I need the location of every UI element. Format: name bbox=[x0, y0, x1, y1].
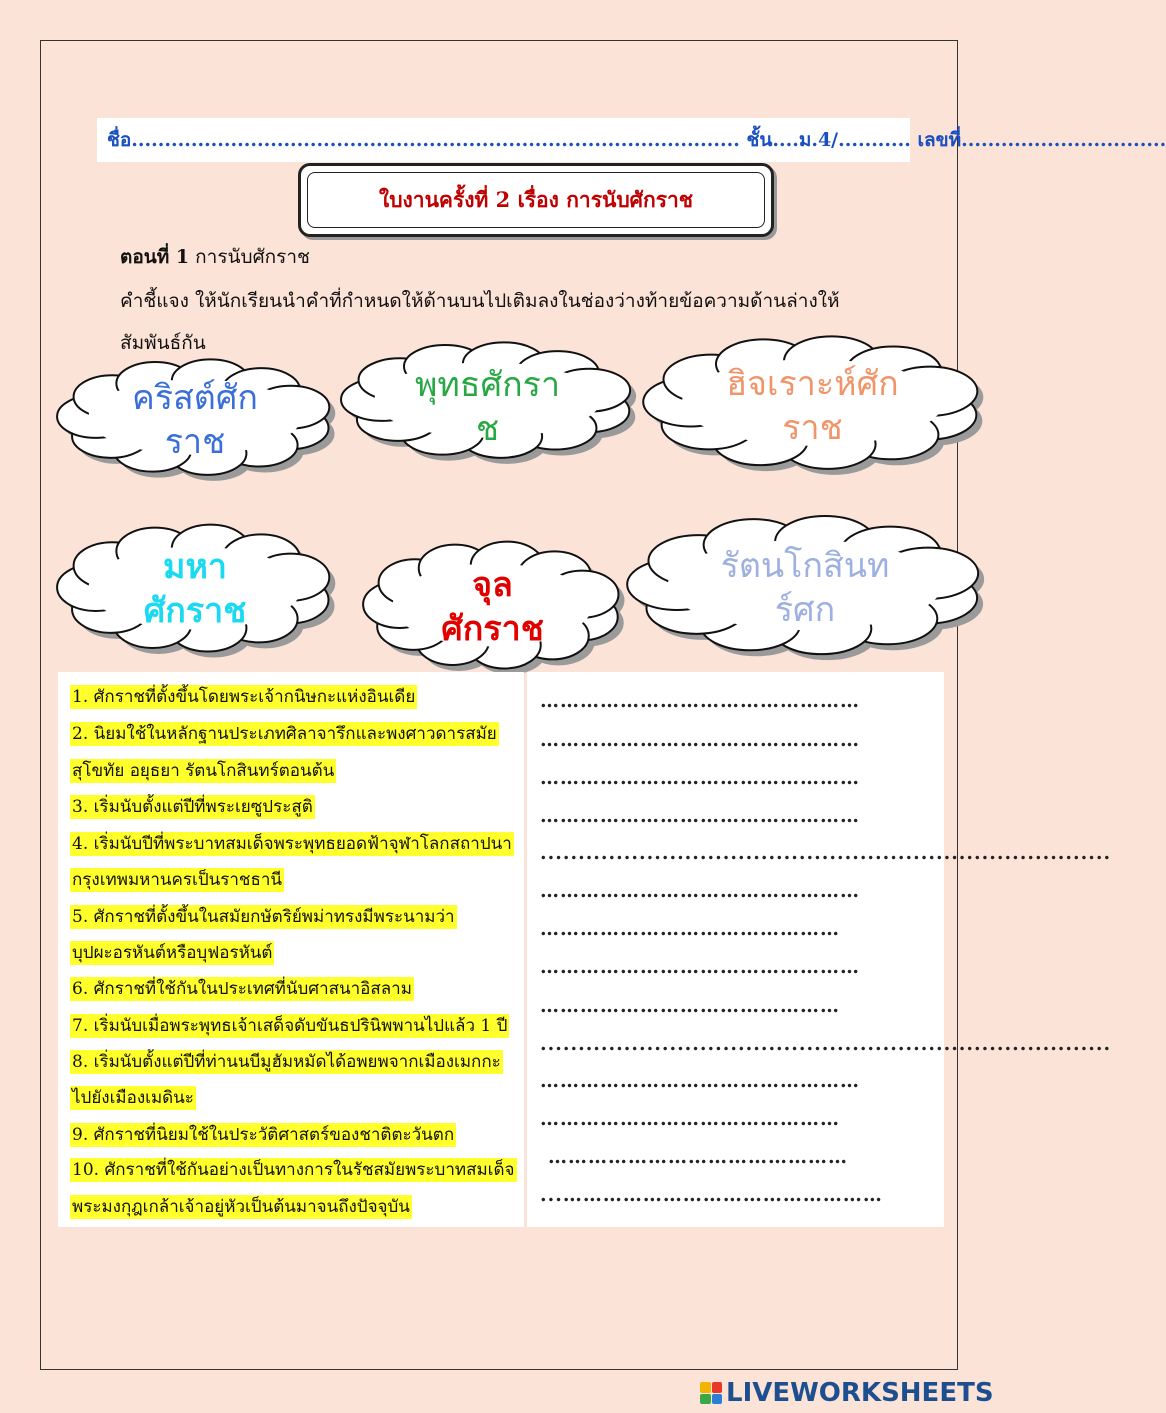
question-text: พระมงกุฎเกล้าเจ้าอยู่หัวเป็นต้นมาจนถึงปัจจุบัน bbox=[72, 1197, 410, 1217]
cloud-label: คริสต์ศัก ราช bbox=[131, 378, 258, 462]
question-line bbox=[70, 683, 417, 710]
question-text: 4. เริ่มนับปีที่พระบาทสมเด็จพระพุทธยอดฟ้าจุฬาโลกสถาปนา bbox=[72, 834, 512, 854]
section-heading bbox=[120, 242, 310, 272]
cloud-rattanakosin-era[interactable] bbox=[635, 510, 975, 660]
liveworksheets-brand bbox=[700, 1378, 994, 1408]
question-text: 2. นิยมใช้ในหลักฐานประเภทศิลาจารึกและพงศาวดารสมัย bbox=[72, 724, 497, 744]
question-line bbox=[70, 720, 499, 747]
question-line bbox=[70, 1012, 509, 1039]
answer-blank[interactable]: ………………………………………… bbox=[540, 880, 860, 902]
answer-blank[interactable]: ……………………………………… bbox=[548, 1146, 848, 1168]
cloud-hijri-era[interactable] bbox=[650, 330, 975, 475]
logo-square bbox=[700, 1394, 711, 1405]
question-line bbox=[70, 830, 514, 857]
cloud-label: จุล ศักราช bbox=[441, 565, 544, 649]
student-info-line: ชื่อ............................................................................................ ชั้น....ม.4/........... เลขที่............................... bbox=[97, 118, 910, 162]
question-text: 8. เริ่มนับตั้งแต่ปีที่ท่านนบีมูฮัมหมัดได้อพยพจากเมืองเมกกะ bbox=[72, 1052, 501, 1072]
question-text: สุโขทัย อยุธยา รัตนโกสินทร์ตอนต้น bbox=[72, 761, 335, 781]
question-line bbox=[70, 1193, 412, 1220]
answer-blank[interactable]: ……………………………………… bbox=[540, 995, 840, 1017]
answer-blank[interactable]: ........................................................................... bbox=[540, 842, 1112, 864]
question-text: 7. เริ่มนับเมื่อพระพุทธเจ้าเสด็จดับขันธปรินิพพานไปแล้ว 1 ปี bbox=[72, 1016, 508, 1036]
question-line bbox=[70, 1048, 503, 1075]
answer-blank[interactable]: ………………………………………… bbox=[540, 956, 860, 978]
answer-blank[interactable]: ………………………………………… bbox=[540, 729, 860, 751]
answer-blank[interactable]: ………………………………………… bbox=[540, 690, 860, 712]
cloud-label: ฮิจเราะห์ศัก ราช bbox=[726, 364, 899, 448]
answer-blank[interactable]: ........................................................................... bbox=[540, 1033, 1112, 1055]
question-text: 1. ศักราชที่ตั้งขึ้นโดยพระเจ้ากนิษกะแห่งอินเดีย bbox=[72, 687, 416, 707]
cloud-chula-era[interactable] bbox=[365, 535, 620, 675]
cloud-label: รัตนโกสินท ร์ศก bbox=[720, 546, 890, 630]
section-topic: การนับศักราช bbox=[189, 246, 310, 268]
answer-blank[interactable]: ……………………………………… bbox=[540, 918, 840, 940]
answer-blank[interactable]: ………………………………………… bbox=[540, 767, 860, 789]
question-text: 9. ศักราชที่นิยมใช้ในประวัติศาสตร์ของชาติตะวันตก bbox=[72, 1125, 455, 1145]
answer-blank[interactable]: ……………………………………… bbox=[540, 1108, 840, 1130]
answer-blank[interactable]: ………………………………………… bbox=[540, 805, 860, 827]
question-line bbox=[70, 1084, 196, 1111]
answer-blank[interactable]: ………………………………………… bbox=[540, 1070, 860, 1092]
cloud-maha-era[interactable] bbox=[60, 518, 330, 658]
instruction-text: คำชี้แจง ให้นักเรียนนำคำที่กำหนดให้ด้านบนไปเติมลงในช่องว่างท้ายข้อความด้านล่างให้สัมพันธ์กัน bbox=[120, 290, 840, 354]
cloud-label: พุทธศักรา ช bbox=[414, 365, 561, 449]
question-text: กรุงเทพมหานครเป็นราชธานี bbox=[72, 870, 283, 890]
question-text: ไปยังเมืองเมดินะ bbox=[72, 1088, 194, 1108]
question-line bbox=[70, 903, 457, 930]
logo-square bbox=[700, 1382, 711, 1393]
logo-square bbox=[712, 1382, 723, 1393]
question-line bbox=[70, 1156, 517, 1183]
answer-blank[interactable]: ...………………………………………… bbox=[540, 1184, 883, 1206]
worksheet-title: ใบงานครั้งที่ 2 เรื่อง การนับศักราช bbox=[307, 172, 765, 228]
logo-square bbox=[712, 1394, 723, 1405]
question-line bbox=[70, 757, 336, 784]
answers-panel bbox=[527, 672, 944, 1227]
question-line bbox=[70, 939, 274, 966]
title-box bbox=[298, 163, 774, 237]
liveworksheets-logo-icon bbox=[700, 1382, 722, 1404]
question-line bbox=[70, 1121, 456, 1148]
question-text: 5. ศักราชที่ตั้งขึ้นในสมัยกษัตริย์พม่าทรงมีพระนามว่า bbox=[72, 907, 455, 927]
cloud-christian-era[interactable] bbox=[60, 352, 330, 482]
cloud-label: มหา ศักราช bbox=[143, 547, 247, 631]
brand-wordmark: LIVEWORKSHEETS bbox=[726, 1378, 994, 1408]
question-line bbox=[70, 866, 284, 893]
question-text: 10. ศักราชที่ใช้กันอย่างเป็นทางการในรัชสมัยพระบาทสมเด็จ bbox=[72, 1160, 515, 1180]
section-number: ตอนที่ 1 bbox=[120, 246, 190, 268]
question-line bbox=[70, 793, 315, 820]
question-text: 6. ศักราชที่ใช้กันในประเทศที่นับศาสนาอิสลาม bbox=[72, 979, 412, 999]
question-text: 3. เริ่มนับตั้งแต่ปีที่พระเยซูประสูติ bbox=[72, 797, 313, 817]
question-text: บุปผะอรหันต์หรือบุฟอรหันต์ bbox=[72, 943, 273, 963]
question-line bbox=[70, 975, 414, 1002]
cloud-buddhist-era[interactable] bbox=[345, 335, 630, 465]
